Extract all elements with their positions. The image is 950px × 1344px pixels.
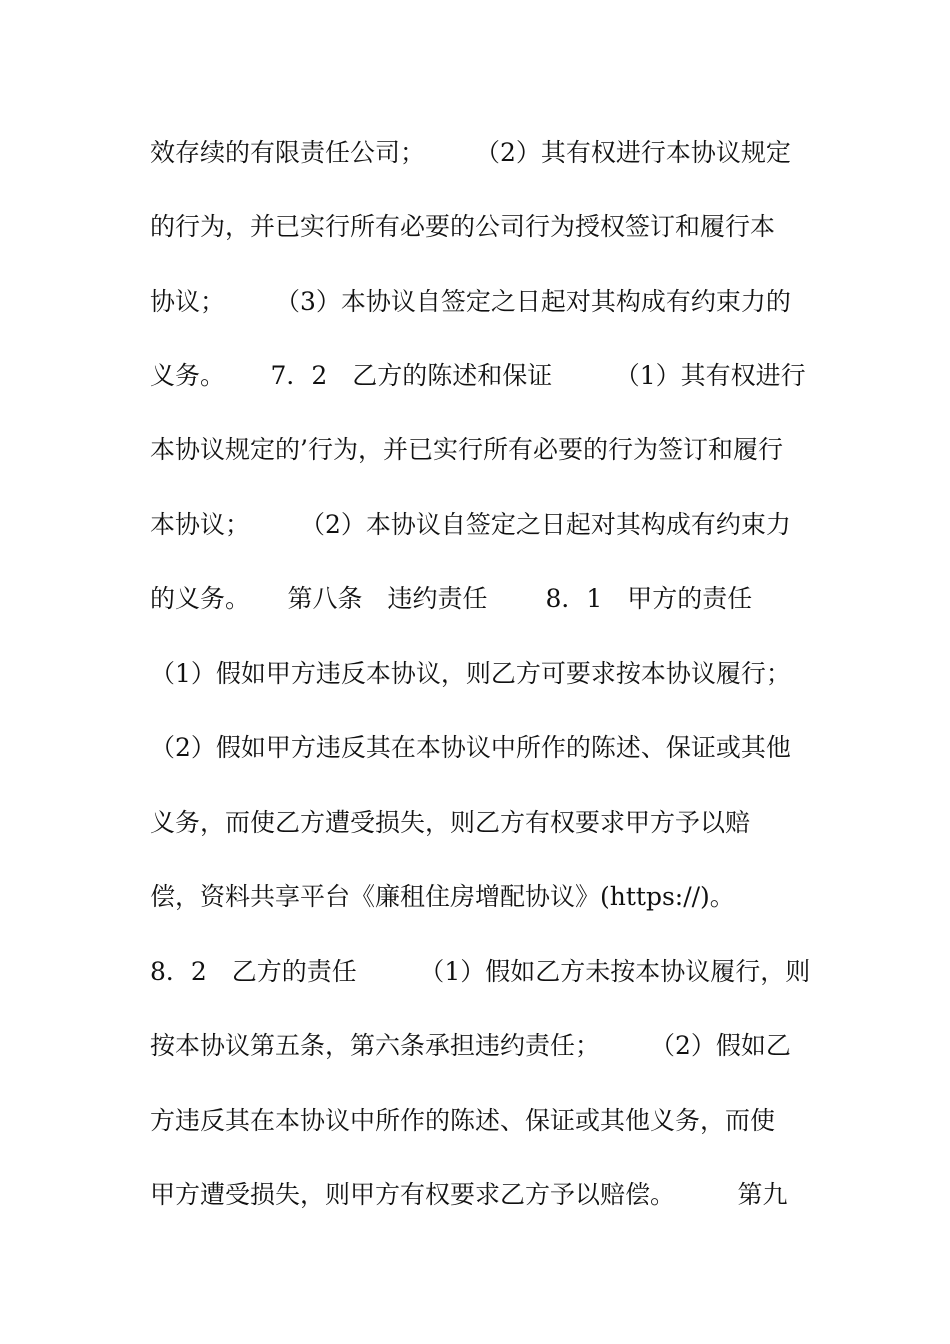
body-text-line: 效存续的有限责任公司； （2）其有权进行本协议规定: [150, 138, 791, 167]
body-text-line: 8．2 乙方的责任 （1）假如乙方未按本协议履行，则: [150, 957, 810, 986]
body-text-line: 本协议规定的’行为，并已实行所有必要的行为签订和履行: [150, 435, 783, 464]
body-text-line: 偿，资料共享平台《廉租住房增配协议》(https://)。: [150, 882, 735, 911]
body-text-line: 的行为，并已实行所有必要的公司行为授权签订和履行本: [150, 212, 776, 241]
body-text-line: 义务。 7．2 乙方的陈述和保证 （1）其有权进行: [150, 361, 806, 390]
body-text-line: 方违反其在本协议中所作的陈述、保证或其他义务，而使: [150, 1106, 776, 1135]
body-text-line: 按本协议第五条，第六条承担违约责任； （2）假如乙: [150, 1031, 791, 1060]
body-text-line: 本协议； （2）本协议自签定之日起对其构成有约束力: [150, 510, 791, 539]
body-text-line: （1）假如甲方违反本协议，则乙方可要求按本协议履行；: [150, 659, 791, 688]
body-text-line: 协议； （3）本协议自签定之日起对其构成有约束力的: [150, 287, 791, 316]
body-text-line: 义务，而使乙方遭受损失，则乙方有权要求甲方予以赔: [150, 808, 751, 837]
body-text-line: （2）假如甲方违反其在本协议中所作的陈述、保证或其他: [150, 733, 791, 762]
body-text-line: 的义务。 第八条 违约责任 8．1 甲方的责任: [150, 584, 753, 613]
body-text-line: 甲方遭受损失，则甲方有权要求乙方予以赔偿。 第九: [150, 1180, 788, 1209]
